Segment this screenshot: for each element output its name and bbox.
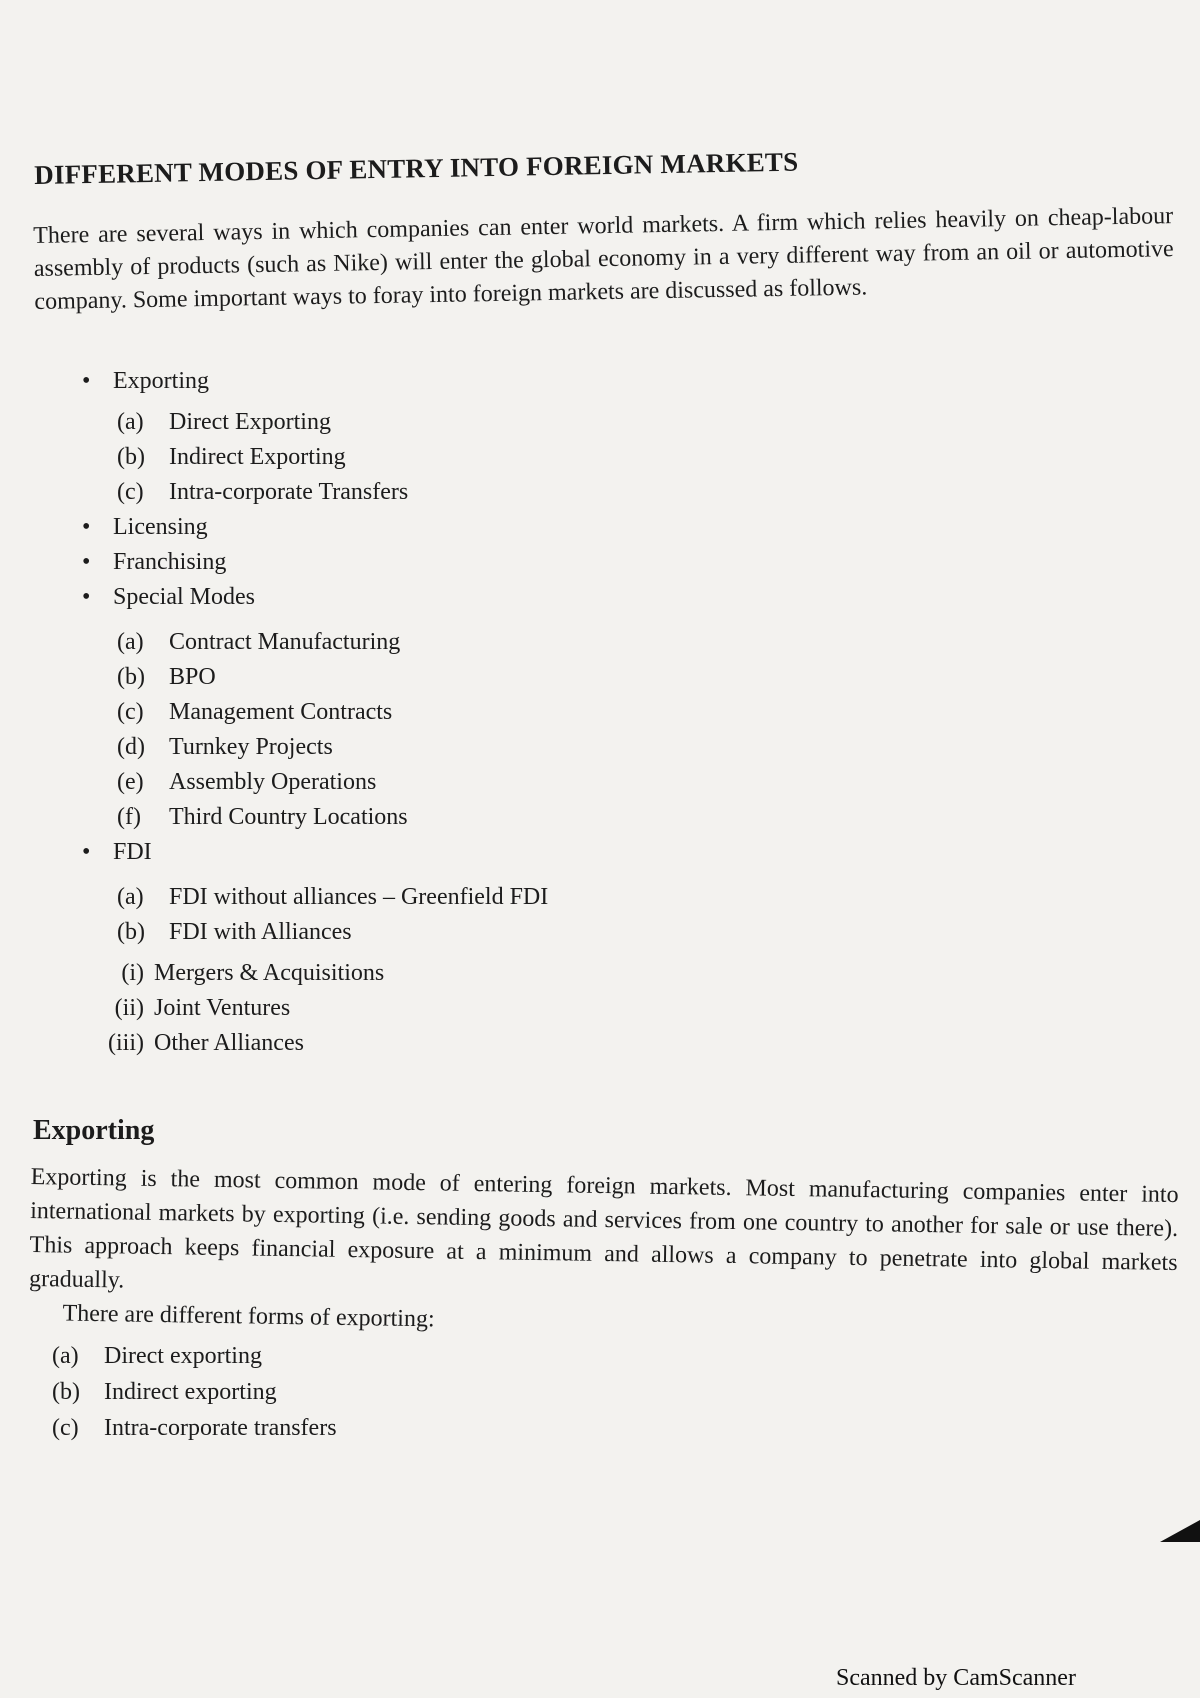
list-item: (c) Intra-corporate transfers (52, 1415, 337, 1441)
mode-label: Franchising (113, 549, 227, 575)
mode-label: Special Modes (113, 584, 255, 610)
entry-modes-list (82, 364, 548, 1061)
list-item-special-modes (82, 580, 548, 835)
bullet-icon: • (82, 839, 91, 865)
page-title: DIFFERENT MODES OF ENTRY INTO FOREIGN MARKETS (34, 146, 799, 190)
list-item: (a) Direct exporting (52, 1343, 262, 1369)
sub-item: (b) FDI with Alliances (117, 919, 352, 945)
sub-item: (a) Direct Exporting (117, 409, 331, 435)
mode-label: FDI (113, 839, 152, 865)
exporting-lead: There are different forms of exporting: (62, 1300, 435, 1333)
exporting-paragraph: Exporting is the most common mode of entering foreign markets. Most manufacturing companies enter into international markets by exporting (i.e. sending goods and services from one country to another for sale or use there). This approach keeps financial exposure at a minimum and allows a company to penetrate into global markets gradually. (28, 1163, 1179, 1294)
section-heading-exporting: Exporting (33, 1115, 155, 1146)
sub-item: (d) Turnkey Projects (117, 734, 333, 760)
sub-item: (a) FDI without alliances – Greenfield FDI (117, 884, 549, 910)
mode-label: Licensing (113, 514, 208, 540)
page-edge-shadow (1160, 1520, 1200, 1542)
sub-item: (f) Third Country Locations (117, 804, 408, 830)
bullet-icon: • (82, 514, 91, 540)
sub-item: (c) Management Contracts (117, 699, 393, 725)
bullet-icon: • (82, 584, 91, 610)
sub-item: (a) Contract Manufacturing (117, 629, 401, 655)
sub-item: (c) Intra-corporate Transfers (117, 479, 409, 505)
scanner-watermark: Scanned by CamScanner (836, 1665, 1076, 1691)
list-item-fdi (82, 835, 548, 1061)
list-item: (b) Indirect exporting (52, 1379, 277, 1405)
sub-item: (b) Indirect Exporting (117, 444, 346, 470)
sub-item: (e) Assembly Operations (117, 769, 377, 795)
intro-paragraph (33, 200, 1175, 319)
list-item-exporting (82, 364, 548, 510)
alliance-item: (i) Mergers & Acquisitions (121, 960, 385, 986)
exporting-forms-list (52, 1338, 337, 1446)
alliance-item: (iii) Other Alliances (108, 1030, 304, 1056)
bullet-icon: • (82, 368, 91, 394)
list-item-licensing (82, 510, 548, 545)
alliance-item: (ii) Joint Ventures (114, 995, 291, 1021)
list-item-franchising (82, 545, 548, 580)
intro-text: There are several ways in which companies can enter world markets. A firm which relies heavily on cheap-labour assembly of products (such as Nike) will enter the global economy in a very different way from an oil or automotive company. Some important ways to foray into foreign markets are discussed as follows. (33, 203, 1174, 315)
mode-label: Exporting (113, 368, 209, 394)
exporting-section (28, 1160, 1179, 1348)
bullet-icon: • (82, 549, 91, 575)
sub-item: (b) BPO (117, 664, 216, 690)
